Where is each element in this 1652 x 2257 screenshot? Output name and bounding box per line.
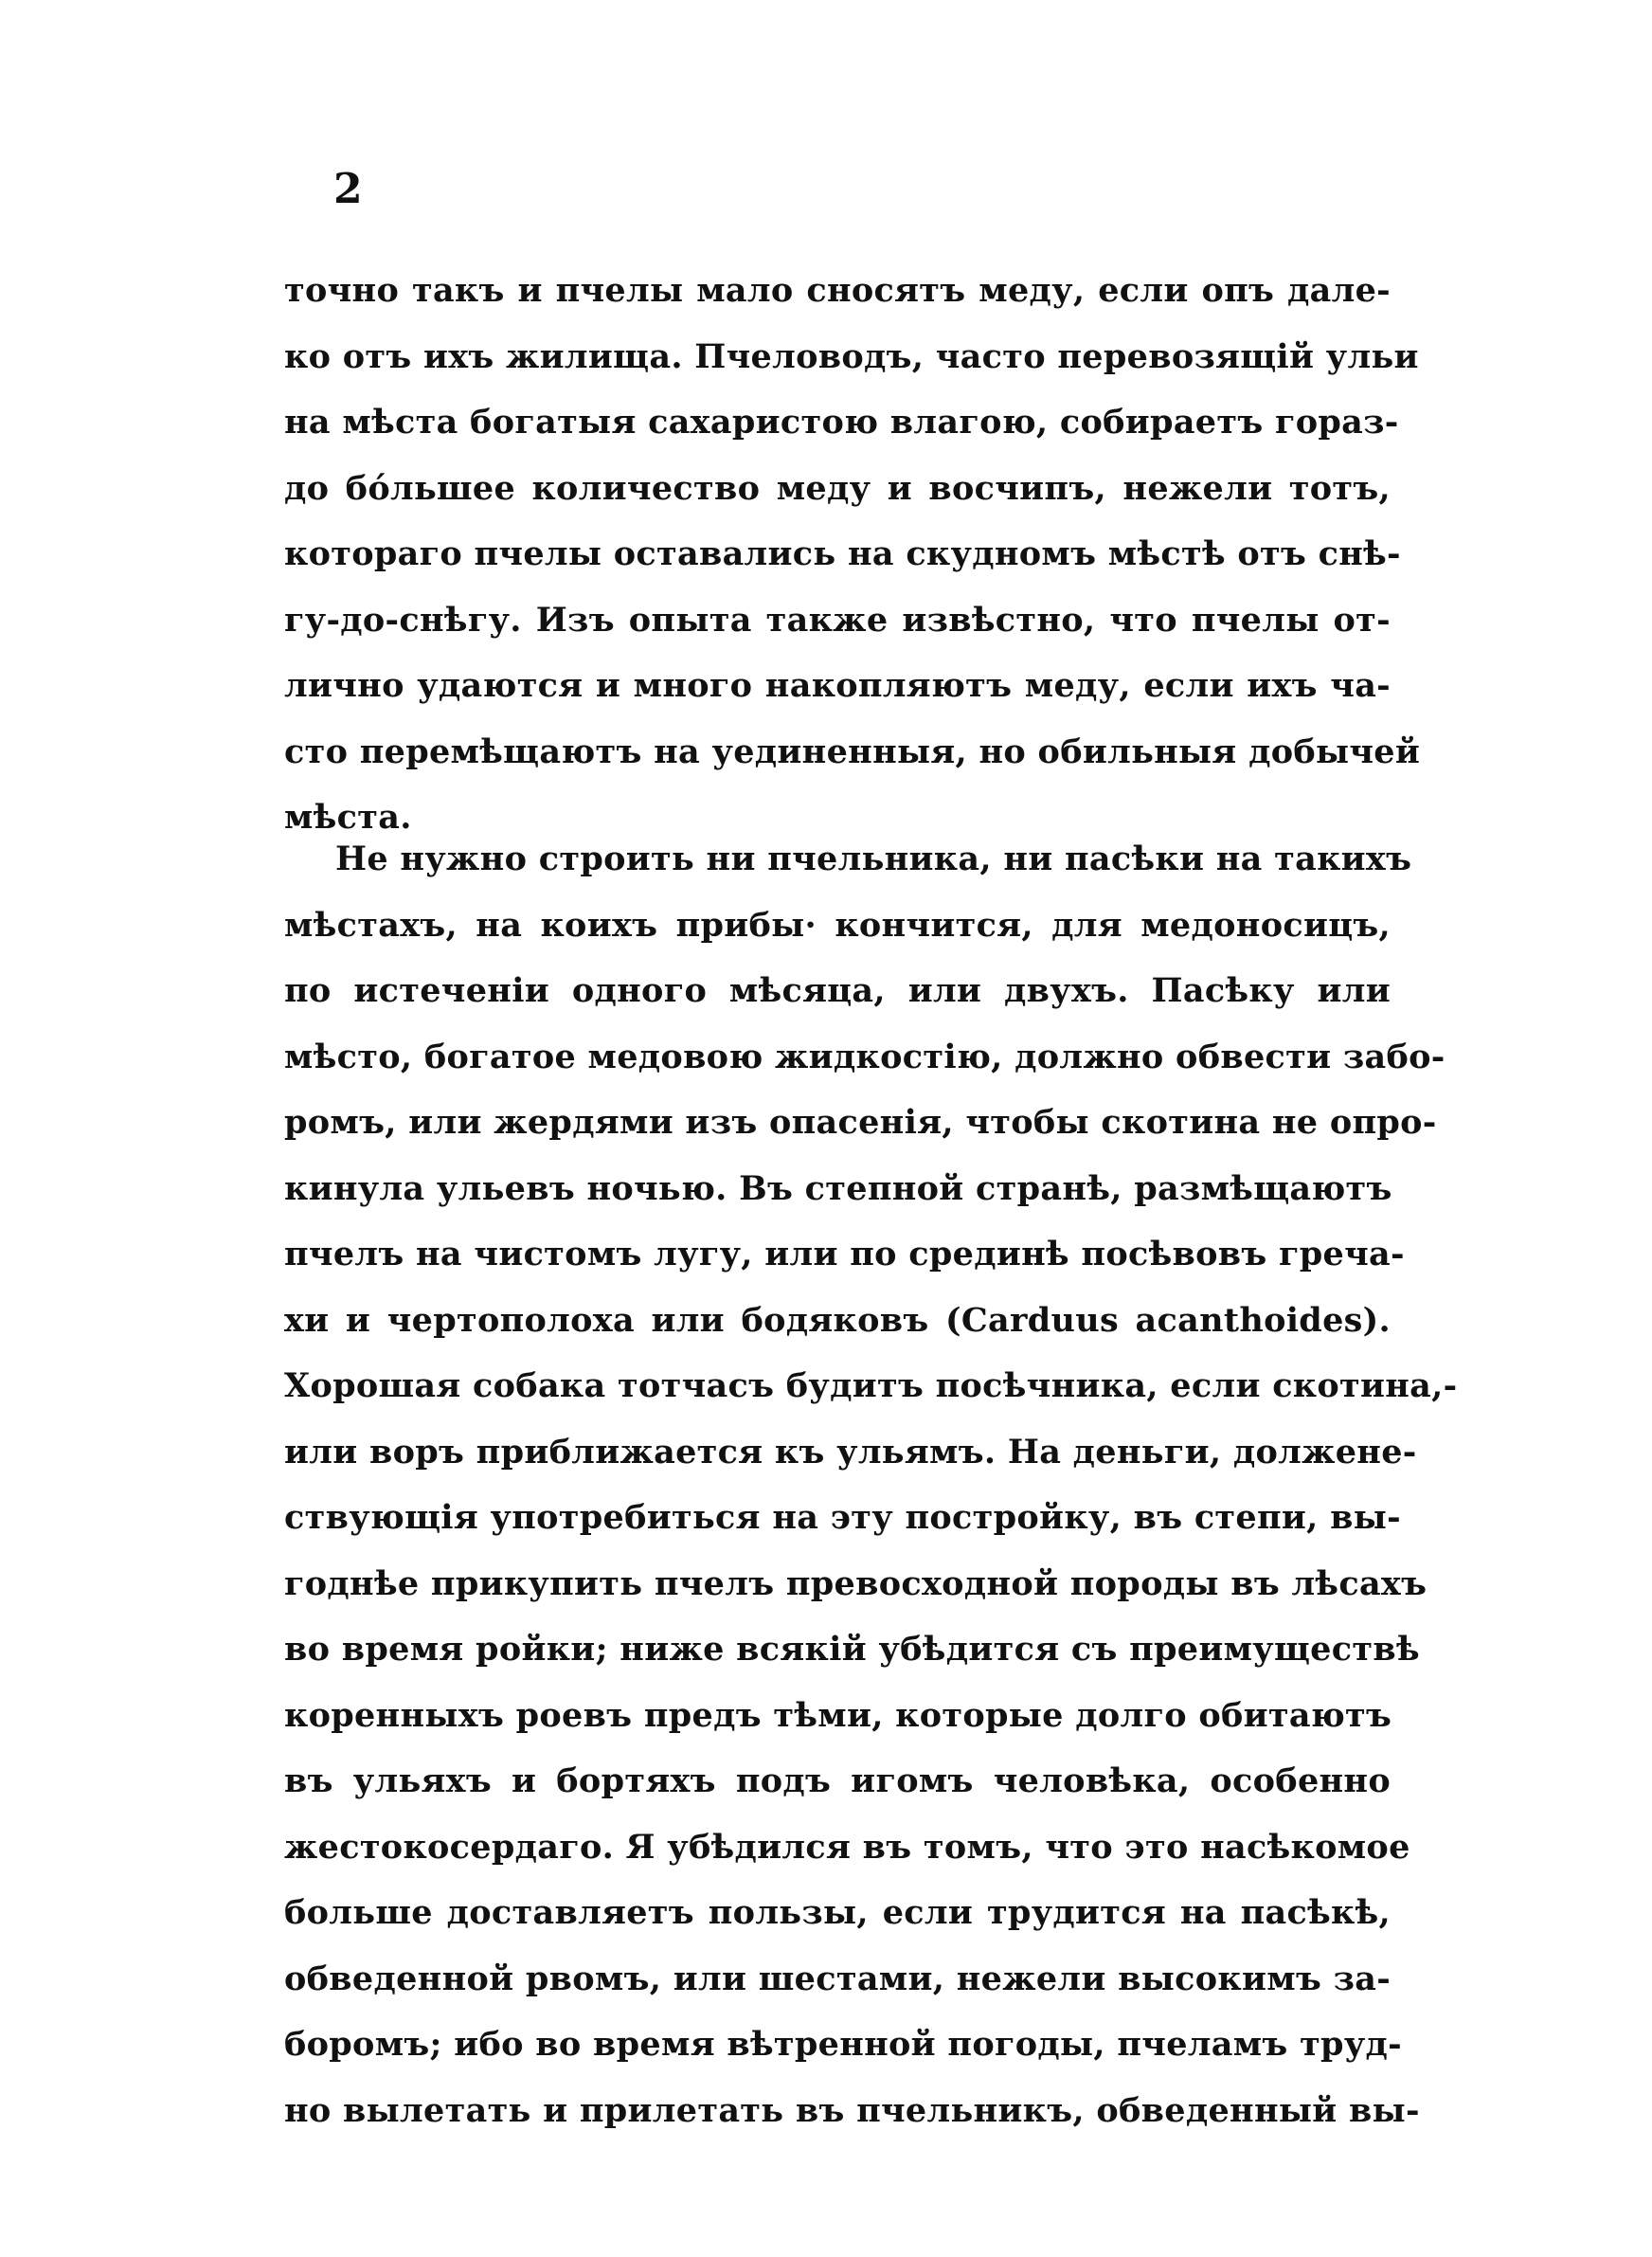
text-line: больше доставляетъ пользы, если трудится на пасѣкѣ,	[284, 1893, 1391, 1932]
text-line: ко отъ ихъ жилища. Пчеловодъ, часто перевозящій ульи	[284, 336, 1419, 376]
text-line: ствующія употребиться на эту постройку, въ степи, вы-	[284, 1498, 1401, 1537]
text-line: годнѣе прикупить пчелъ превосходной породы въ лѣсахъ	[284, 1563, 1428, 1603]
text-line: сто перемѣщаютъ на уединенныя, но обильныя добычей	[284, 731, 1421, 771]
text-line: Не нужно строить ни пчельника, ни пасѣки на такихъ	[335, 840, 1412, 878]
text-line: точно такъ и пчелы мало сносятъ меду, если опъ дале-	[284, 271, 1391, 310]
page-number: 2	[333, 165, 363, 213]
text-line: гу-до-снѣгу. Изъ опыта также извѣстно, что пчелы от-	[284, 600, 1391, 640]
text-line: пчелъ на чистомъ лугу, или по срединѣ посѣвовъ греча-	[284, 1235, 1405, 1273]
text-line: ромъ, или жердями изъ опасенія, чтобы скотина не опро-	[284, 1103, 1437, 1142]
paragraph-1	[284, 258, 1421, 851]
text-line: по истеченіи одного мѣсяца, или двухъ. Пасѣку или	[284, 971, 1391, 1010]
text-line: мѣсто, богатое медовою жидкостію, должно обвести забо-	[284, 1037, 1446, 1076]
text-line: до бóльшее количество меду и восчипъ, нежели тотъ,	[284, 468, 1391, 508]
text-line: котораго пчелы оставались на скудномъ мѣстѣ отъ снѣ-	[284, 534, 1401, 573]
text-line: мѣстахъ, на коихъ прибы· кончится, для медоносицъ,	[284, 905, 1391, 945]
text-line: въ ульяхъ и бортяхъ подъ игомъ человѣка, особенно	[284, 1761, 1391, 1800]
text-line: кинула ульевъ ночью. Въ степной странѣ, размѣщаютъ	[284, 1168, 1392, 1208]
text-line: или воръ приближается къ ульямъ. На деньги, долженe-	[284, 1432, 1417, 1472]
text-line: Хорошая собака тотчасъ будитъ посѣчника, если скотина,-	[284, 1366, 1458, 1405]
text-line: во время ройки; ниже всякій убѣдится съ преимуществѣ	[284, 1630, 1420, 1669]
text-line: но вылетать и прилетать въ пчельникъ, обведенный вы-	[284, 2090, 1420, 2130]
text-line: на мѣста богатыя сахаристою влагою, собираетъ горaз-	[284, 403, 1399, 442]
text-line: боромъ; ибо во время вѣтренной погоды, пчеламъ труд-	[284, 2025, 1402, 2064]
text-line: хи и чертополоха или бодяковъ (Carduus acanthoides).	[284, 1300, 1391, 1340]
text-line: коренныхъ роевъ предъ тѣми, которые долго обитаютъ	[284, 1695, 1392, 1735]
paragraph-2	[284, 826, 1458, 2143]
text-line: лично удаются и много накопляютъ меду, если ихъ ча-	[284, 666, 1391, 705]
text-line: мѣста.	[284, 798, 412, 837]
text-line: обведенной рвомъ, или шестами, нежели высокимъ за-	[284, 1959, 1392, 1998]
text-line: жестокосердаго. Я убѣдился въ томъ, что это насѣкомое	[284, 1827, 1410, 1867]
